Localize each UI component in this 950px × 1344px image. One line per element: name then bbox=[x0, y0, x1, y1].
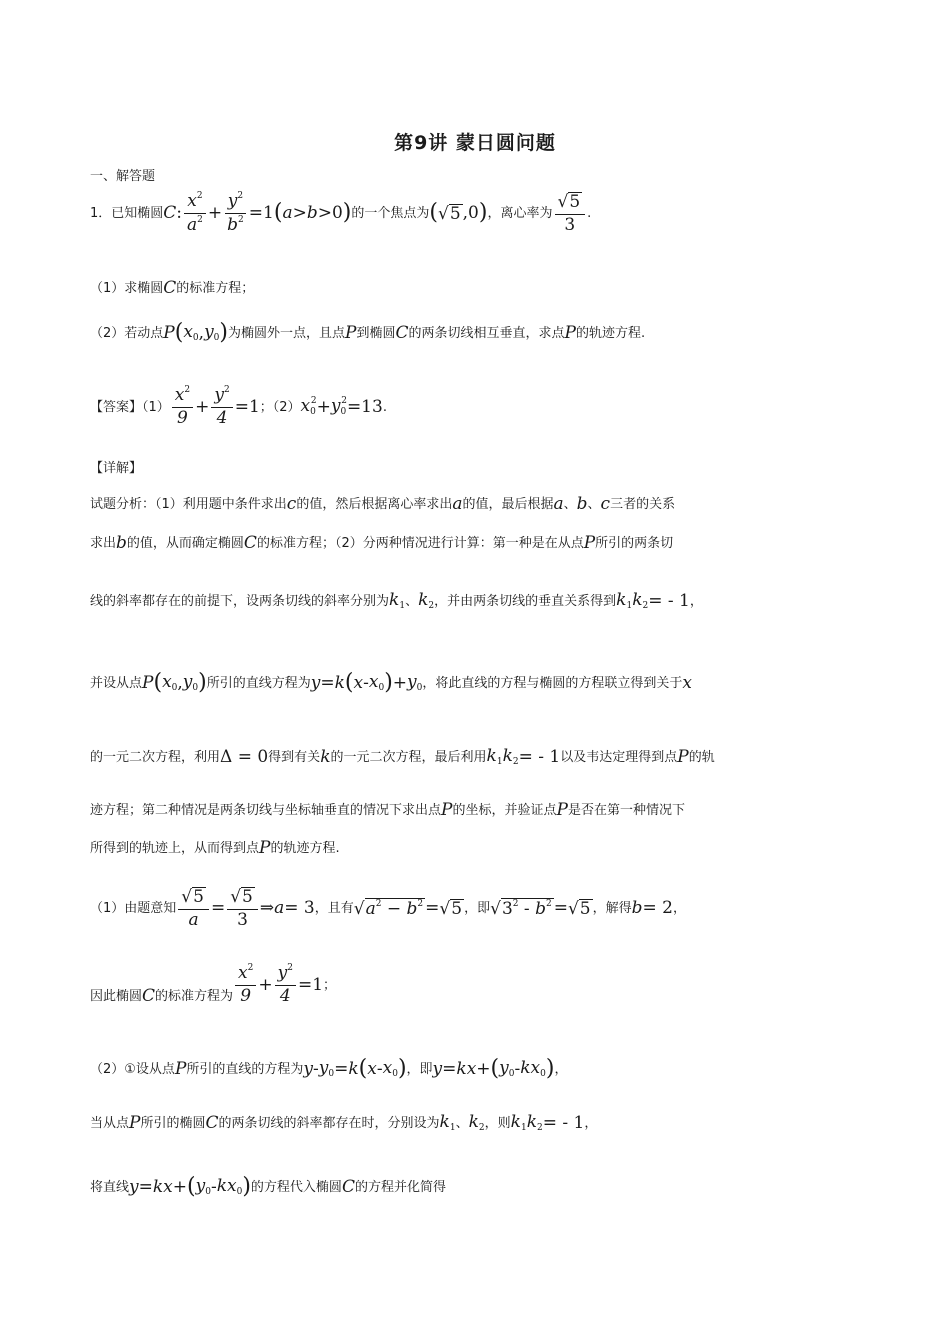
analysis-line-4: 并设从点 P ( $x_0$ , $y_0$ ) 所引的直线方程为 y = k ( x - $x_0$ ) + $y_0$ ，将此直线的方程与椭圆的方程联立得到关于 x bbox=[90, 670, 692, 695]
ellipse-equation: C bbox=[163, 202, 177, 223]
analysis-line-6: 迹方程；第二种情况是两条切线与坐标轴垂直的情况下求出点 P 的坐标，并验证点 P 是否在第一种情况下 bbox=[90, 800, 685, 820]
solution-2-line-2: 当从点 P 所引的椭圆 C 的两条切线的斜率都存在时，分别设为 $k_1$ 、 $k_2$ ，则 $k_1k_2$ = - 1 ， bbox=[90, 1112, 598, 1133]
section-heading: 一、解答题 bbox=[90, 169, 156, 184]
page-title: 第9讲 蒙日圆问题 bbox=[394, 132, 556, 154]
analysis-line-2: 求出 b 的值，从而确定椭圆 C 的标准方程；（2）分两种情况进行计算：第一种是在从点 P 所引的两条切 bbox=[90, 533, 674, 553]
analysis-line-7: 所得到的轨迹上，从而得到点 P 的轨迹方程. bbox=[90, 838, 340, 858]
solution-1-line-2: 因此椭圆 C 的标准方程为 $\frac{x^2}{9}$ + $\frac{y^2}{4}$ =1 ； bbox=[90, 963, 337, 1006]
solution-1-line-1: （1）由题意知 √ 5 a = √ 5 3 ⇒ a = 3 ，且有 √ $a^2 - b^2$ = √ 5 ，即 √ $3^2 - b^2$ = √ 5 ，解得 b = 2 ， bbox=[90, 886, 686, 930]
answer: 【答案】（1） $\frac{x^2}{9}$ + $\frac{y^2}{4}$ =1 ；（2） $x_0^2$ + $y_0^2$ =13 . bbox=[90, 385, 387, 428]
question-1-part-1: （1）求椭圆 C 的标准方程； bbox=[90, 278, 255, 298]
analysis-line-1: 试题分析：（1）利用题中条件求出 c 的值，然后根据离心率求出 a 的值，最后根据 a 、 b 、 c 三者的关系 bbox=[90, 494, 676, 514]
analysis-line-3: 线的斜率都存在的前提下，设两条切线的斜率分别为 $k_1$ 、 $k_2$ ，并由两条切线的垂直关系得到 $k_1k_2$ = - 1 ， bbox=[90, 590, 703, 611]
analysis-line-5: 的一元二次方程，利用 Δ = 0 得到有关 k 的一元二次方程，最后利用 $k_1k_2$ = - 1 以及韦达定理得到点 P 的轨 bbox=[90, 746, 715, 767]
solution-2-line-3: 将直线 y = kx + ( $y_0$ - $kx_0$ ) 的方程代入椭圆 C 的方程并化简得 bbox=[90, 1174, 446, 1199]
question-1-part-2: （2）若动点 P ( $x_0$ , $y_0$ ) 为椭圆外一点，且点 P 到椭圆 C 的两条切线相互垂直，求点 P 的轨迹方程. bbox=[90, 320, 646, 345]
detail-heading: 【详解】 bbox=[90, 461, 143, 476]
question-1: 1．已知椭圆 C : $\frac{x^2}{a^2}$ + $\frac{y^2}{b^2}$ =1 ( a > b >0 ) 的一个焦点为 ( √ 5 ,0 ) ，离心率为 √ 5 3 . bbox=[90, 190, 592, 235]
solution-2-line-1: （2）①设从点 P 所引的直线的方程为 y - $y_0$ = k ( x - $x_0$ ) ，即 y = kx + ( $y_0$ - $kx_0$ ) ， bbox=[90, 1056, 568, 1081]
